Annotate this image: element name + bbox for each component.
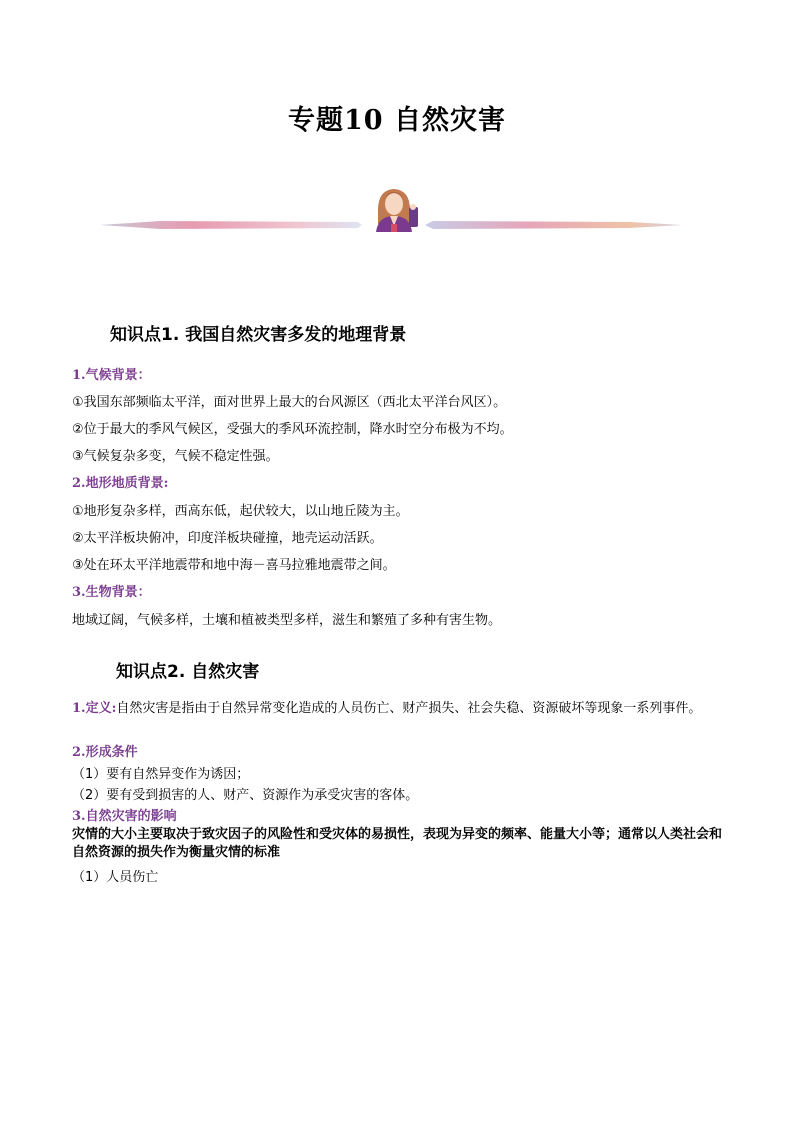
kp1-climate-label: 1.气候背景： <box>72 368 151 383</box>
left-divider-bar <box>100 221 362 229</box>
kp1-terrain-item-1: ①地形复杂多样，西高东低，起伏较大，以山地丘陵为主。 <box>72 504 409 519</box>
kp1-climate-item-2: ②位于最大的季风气候区，受强大的季风环流控制，降水时空分布极为不均。 <box>72 422 513 437</box>
right-divider-bar <box>425 221 682 229</box>
kp1-biology-label: 3.生物背景： <box>72 585 151 600</box>
kp1-terrain-item-3: ③处在环太平洋地震带和地中海－喜马拉雅地震带之间。 <box>72 558 396 573</box>
header-decoration <box>100 180 690 250</box>
kp2-impact-item-1: （1）人员伤亡 <box>72 870 159 885</box>
kp2-heading: 知识点2. 自然灾害 <box>116 662 260 682</box>
kp2-impact-text: 灾情的大小主要取决于致灾因子的风险性和受灾体的易损性，表现为异变的频率、能量大小等；通常以人类社会和自然资源的损失作为衡量灾情的标准 <box>72 827 723 860</box>
kp2-definition-text: 自然灾害是指由于自然异常变化造成的人员伤亡、财产损失、社会失稳、资源破坏等现象一系列事件。 <box>116 701 702 716</box>
teacher-figure-icon <box>376 189 418 232</box>
kp1-biology-item-1: 地域辽阔，气候多样，土壤和植被类型多样，滋生和繁殖了多种有害生物。 <box>72 613 502 628</box>
kp2-conditions-label: 2.形成条件 <box>72 745 138 760</box>
kp2-condition-2: （2）要有受到损害的人、财产、资源作为承受灾害的客体。 <box>72 788 419 803</box>
kp2-condition-1: （1）要有自然异变作为诱因； <box>72 767 250 782</box>
kp2-impact-label: 3.自然灾害的影响 <box>72 809 177 824</box>
kp1-terrain-item-2: ②太平洋板块俯冲，印度洋板块碰撞，地壳运动活跃。 <box>72 531 383 546</box>
kp1-climate-item-3: ③气候复杂多变，气候不稳定性强。 <box>72 449 279 464</box>
kp1-heading: 知识点1. 我国自然灾害多发的地理背景 <box>110 325 407 345</box>
kp2-definition <box>72 700 727 718</box>
kp2-definition-label: 1.定义: <box>72 701 117 716</box>
kp1-terrain-label: 2.地形地质背景: <box>72 476 169 491</box>
page-title: 专题10 自然灾害 <box>288 105 506 136</box>
kp1-climate-item-1: ①我国东部频临太平洋，面对世界上最大的台风源区（西北太平洋台风区）。 <box>72 395 507 410</box>
